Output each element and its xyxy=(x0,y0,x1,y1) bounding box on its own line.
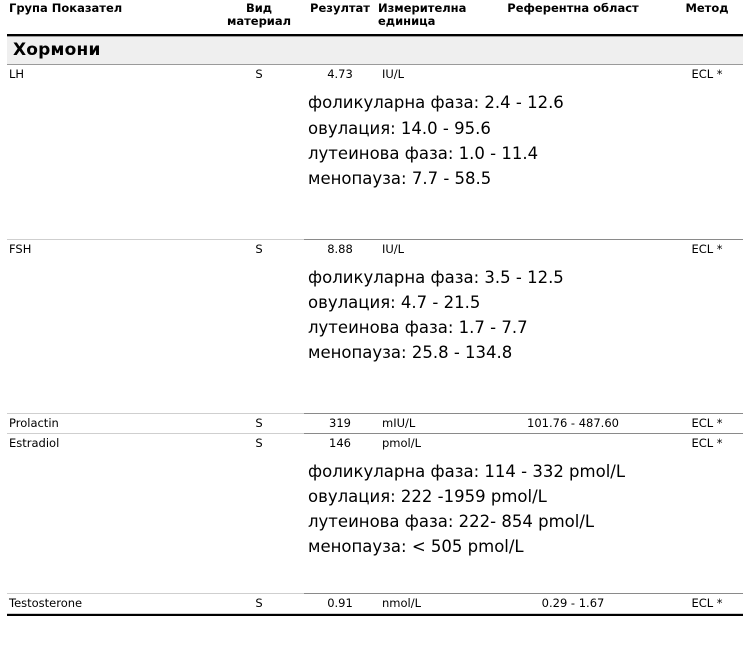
detail-spacer xyxy=(308,191,743,239)
detail-spacer xyxy=(308,559,743,593)
analyte-result: 319 xyxy=(304,414,376,434)
reference-detail-line: менопауза: < 505 pmol/L xyxy=(308,537,524,557)
detail-gutter xyxy=(7,84,304,239)
reference-detail-line: овулация: 14.0 - 95.6 xyxy=(308,118,491,138)
table-row xyxy=(7,434,743,454)
analyte-method: ECL * xyxy=(671,65,743,85)
analyte-unit: IU/L xyxy=(376,65,475,85)
column-header-material-line2: материал xyxy=(226,14,292,29)
lab-results-table xyxy=(7,0,743,616)
reference-detail-line: лутеинова фаза: 1.0 - 11.4 xyxy=(308,143,539,163)
table-row xyxy=(7,65,743,85)
analyte-material: S xyxy=(214,414,304,434)
reference-detail-line: фоликуларна фаза: 114 - 332 pmol/L xyxy=(308,462,626,482)
reference-detail-line: менопауза: 25.8 - 134.8 xyxy=(308,342,513,362)
column-header-reference: Референтна област xyxy=(507,1,639,15)
reference-detail-line: лутеинова фаза: 222- 854 pmol/L xyxy=(308,512,595,532)
analyte-material: S xyxy=(214,594,304,614)
table-header xyxy=(7,0,743,35)
table-body xyxy=(7,35,743,616)
analyte-result: 0.91 xyxy=(304,594,376,614)
reference-detail-row xyxy=(7,84,743,239)
column-header-result: Резултат xyxy=(310,1,370,15)
analyte-unit: nmol/L xyxy=(376,594,475,614)
analyte-reference xyxy=(475,239,671,259)
analyte-result: 4.73 xyxy=(304,65,376,85)
table-row xyxy=(7,594,743,614)
table-row xyxy=(7,239,743,259)
reference-detail-line: овулация: 222 -1959 pmol/L xyxy=(308,487,547,507)
column-header-unit-line1: Измерителна xyxy=(378,1,467,15)
analyte-reference xyxy=(475,65,671,85)
table-bottom-rule xyxy=(7,615,743,616)
reference-detail-line: овулация: 4.7 - 21.5 xyxy=(308,292,481,312)
reference-detail-line: менопауза: 7.7 - 58.5 xyxy=(308,168,492,188)
analyte-result: 146 xyxy=(304,434,376,454)
analyte-name: Prolactin xyxy=(7,414,214,434)
analyte-reference xyxy=(475,434,671,454)
column-header-unit-line2: единица xyxy=(378,14,436,29)
detail-gutter xyxy=(7,453,304,594)
analyte-material: S xyxy=(214,434,304,454)
column-header-group: Група Показател xyxy=(9,1,123,15)
analyte-name: FSH xyxy=(7,239,214,259)
analyte-result: 8.88 xyxy=(304,239,376,259)
analyte-name: Estradiol xyxy=(7,434,214,454)
analyte-method: ECL * xyxy=(671,434,743,454)
reference-detail-block xyxy=(304,84,743,239)
analyte-method: ECL * xyxy=(671,594,743,614)
table-row xyxy=(7,414,743,434)
analyte-unit: mIU/L xyxy=(376,414,475,434)
reference-detail-block xyxy=(304,453,743,594)
analyte-reference: 0.29 - 1.67 xyxy=(475,594,671,614)
detail-spacer xyxy=(308,365,743,413)
column-header-unit xyxy=(376,0,475,35)
analyte-method: ECL * xyxy=(671,239,743,259)
column-header-material-line1: Вид xyxy=(245,1,273,15)
analyte-material: S xyxy=(214,239,304,259)
analyte-name: Testosterone xyxy=(7,594,214,614)
analyte-unit: IU/L xyxy=(376,239,475,259)
reference-detail-list xyxy=(304,84,743,238)
analyte-material: S xyxy=(214,65,304,85)
detail-gutter xyxy=(7,259,304,414)
reference-detail-block xyxy=(304,259,743,414)
reference-detail-line: фоликуларна фаза: 3.5 - 12.5 xyxy=(308,267,564,287)
reference-detail-line: лутеинова фаза: 1.7 - 7.7 xyxy=(308,317,528,337)
analyte-reference: 101.76 - 487.60 xyxy=(475,414,671,434)
reference-detail-line: фоликуларна фаза: 2.4 - 12.6 xyxy=(308,93,564,113)
analyte-unit: pmol/L xyxy=(376,434,475,454)
analyte-method: ECL * xyxy=(671,414,743,434)
reference-detail-row xyxy=(7,453,743,594)
analyte-name: LH xyxy=(7,65,214,85)
reference-detail-list xyxy=(304,259,743,413)
reference-detail-row xyxy=(7,259,743,414)
section-title: Хормони xyxy=(7,37,743,65)
column-header-method: Метод xyxy=(685,1,729,15)
section-header-row xyxy=(7,37,743,65)
column-header-material xyxy=(214,0,304,35)
reference-detail-list xyxy=(304,453,743,593)
